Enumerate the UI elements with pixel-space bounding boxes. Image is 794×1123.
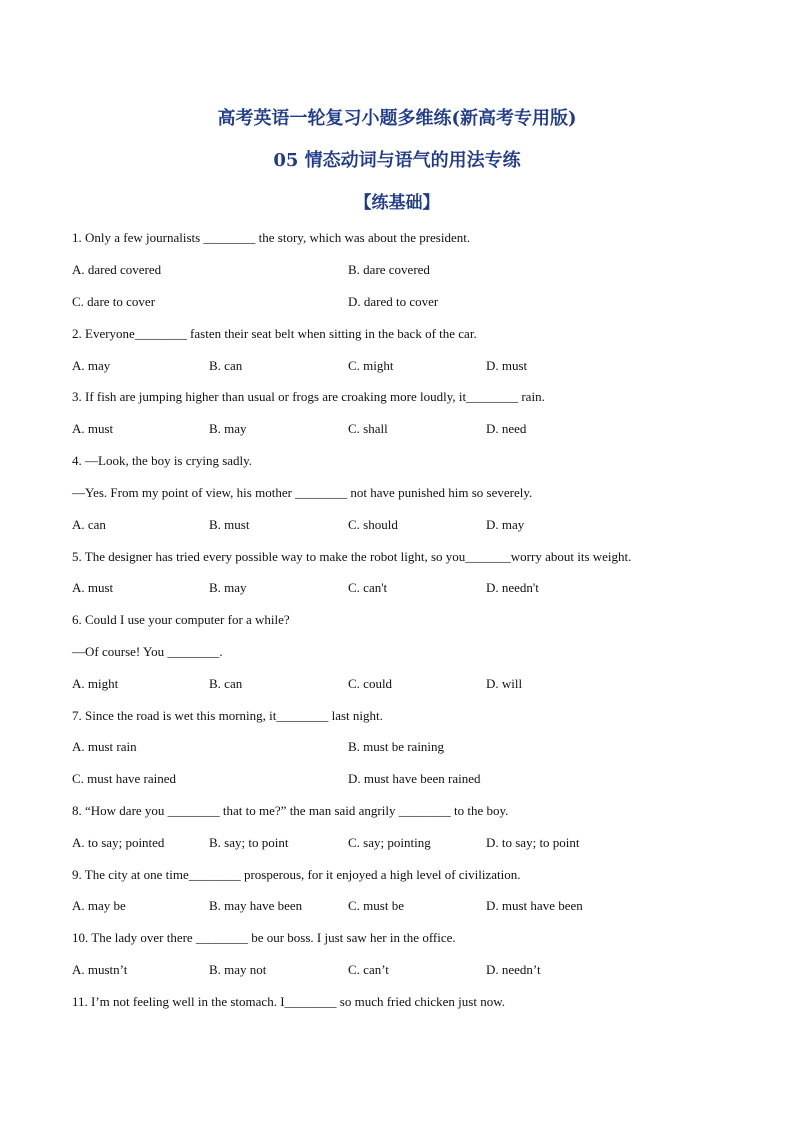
option-d: D. needn’t [486, 962, 541, 977]
option-b: B. may [209, 421, 247, 436]
option-a: A. must rain [72, 739, 137, 754]
option-b: B. can [209, 358, 243, 373]
option-d: D. must have been rained [348, 771, 481, 786]
document-title: 高考英语一轮复习小题多维练(新高考专用版) [217, 108, 577, 129]
question-stem: 8. “How dare you ________ that to me?” the man said angrily ________ to the boy. [72, 803, 509, 818]
option-c: C. must have rained [72, 771, 176, 786]
option-a: A. can [72, 517, 106, 532]
document-subtitle: 05 情态动词与语气的用法专练 [273, 150, 521, 171]
option-c: C. can’t [348, 962, 389, 977]
option-d: D. dared to cover [348, 294, 439, 309]
option-c: C. say; pointing [348, 835, 431, 850]
section-heading: 【练基础】 [354, 193, 440, 213]
option-b: B. may not [209, 962, 267, 977]
question-stem: 4. —Look, the boy is crying sadly. [72, 453, 253, 468]
question-stem: 5. The designer has tried every possible way to make the robot light, so you_______worry about its weight. [72, 549, 632, 564]
option-d: D. must have been [486, 898, 583, 913]
option-a: A. might [72, 676, 119, 691]
option-a: A. must [72, 421, 114, 436]
option-b: B. may have been [209, 898, 303, 913]
question-stem: 3. If fish are jumping higher than usual or frogs are croaking more loudly, it________ rain. [72, 389, 545, 404]
question-stem: 11. I’m not feeling well in the stomach. I________ so much fried chicken just now. [72, 994, 505, 1009]
option-d: D. to say; to point [486, 835, 580, 850]
question-stem-reply: —Of course! You ________. [72, 644, 223, 659]
option-d: D. must [486, 358, 528, 373]
option-d: D. need [486, 421, 527, 436]
question-stem: 2. Everyone________ fasten their seat belt when sitting in the back of the car. [72, 326, 477, 341]
option-a: A. dared covered [72, 262, 162, 277]
option-c: C. might [348, 358, 394, 373]
option-b: B. say; to point [209, 835, 289, 850]
option-b: B. must [209, 517, 250, 532]
option-d: D. may [486, 517, 525, 532]
option-a: A. may [72, 358, 111, 373]
option-b: B. can [209, 676, 243, 691]
option-c: C. could [348, 676, 393, 691]
question-stem: 9. The city at one time________ prosperous, for it enjoyed a high level of civilization. [72, 867, 521, 882]
question-stem-reply: —Yes. From my point of view, his mother ________ not have punished him so severely. [72, 485, 533, 500]
option-a: A. must [72, 580, 114, 595]
option-c: C. can't [348, 580, 388, 595]
option-b: B. must be raining [348, 739, 445, 754]
option-d: D. needn't [486, 580, 539, 595]
option-c: C. dare to cover [72, 294, 156, 309]
option-a: A. mustn’t [72, 962, 128, 977]
option-a: A. to say; pointed [72, 835, 165, 850]
option-a: A. may be [72, 898, 126, 913]
option-b: B. may [209, 580, 247, 595]
question-stem: 1. Only a few journalists ________ the story, which was about the president. [72, 230, 471, 245]
option-c: C. should [348, 517, 398, 532]
option-c: C. must be [348, 898, 404, 913]
option-c: C. shall [348, 421, 388, 436]
question-stem: 6. Could I use your computer for a while? [72, 612, 290, 627]
question-stem: 10. The lady over there ________ be our boss. I just saw her in the office. [72, 930, 456, 945]
option-b: B. dare covered [348, 262, 430, 277]
option-d: D. will [486, 676, 523, 691]
question-stem: 7. Since the road is wet this morning, it________ last night. [72, 708, 383, 723]
